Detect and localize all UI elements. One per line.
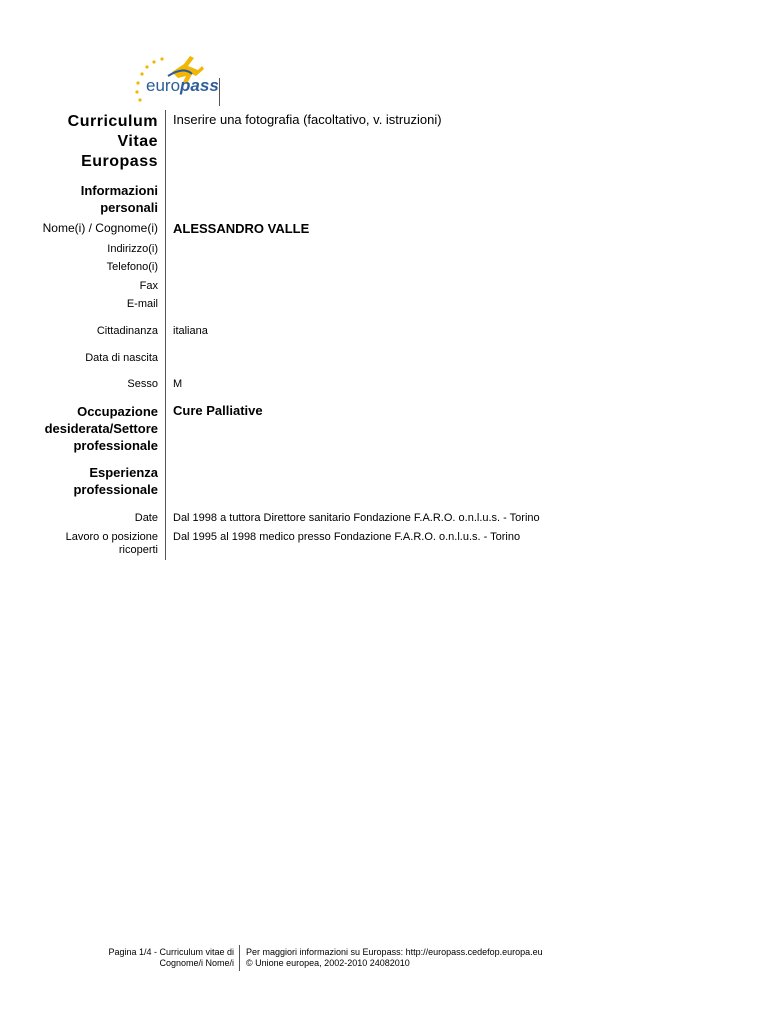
phone-label: Telefono(i) <box>106 261 158 273</box>
dates-label: Date <box>134 512 158 524</box>
citizenship-value: italiana <box>173 325 208 337</box>
personal-info-heading-line2: personali <box>100 200 158 215</box>
logo-rule <box>219 78 220 106</box>
experience-heading-line2: professionale <box>73 482 158 497</box>
experience-heading <box>73 464 158 498</box>
occupation-label-line1: Occupazione <box>77 404 158 419</box>
citizenship-label: Cittadinanza <box>96 325 158 337</box>
job-value: Dal 1995 al 1998 medico presso Fondazione F.A.R.O. o.n.l.u.s. - Torino <box>173 531 521 543</box>
footer-right-line2: © Unione europea, 2002-2010 24082010 <box>246 958 410 968</box>
footer-left-line1: Pagina 1/4 - Curriculum vitae di <box>108 947 234 957</box>
name-label: Nome(i) / Cognome(i) <box>42 221 158 235</box>
job-label-line1: Lavoro o posizione <box>65 531 158 543</box>
personal-info-heading-line1: Informazioni <box>80 183 158 198</box>
birth-date-label: Data di nascita <box>85 352 158 364</box>
europass-logo <box>132 52 224 106</box>
occupation-label-line2: desiderata/Settore <box>44 421 158 436</box>
footer-info <box>246 947 543 969</box>
occupation-label <box>45 403 158 454</box>
photo-note: Inserire una fotografia (facoltativo, v. istruzioni) <box>173 112 442 127</box>
dates-value: Dal 1998 a tuttora Direttore sanitario Fondazione F.A.R.O. o.n.l.u.s. - Torino <box>173 512 540 524</box>
sex-value: M <box>173 378 183 390</box>
cv-title <box>68 112 158 172</box>
name-value: ALESSANDRO VALLE <box>173 221 310 236</box>
footer-left-line2: Cognome/i Nome/i <box>159 958 234 968</box>
experience-heading-line1: Esperienza <box>89 465 158 480</box>
column-divider <box>165 110 166 560</box>
cv-title-line3: Europass <box>81 153 158 170</box>
cv-title-line1: Curriculum <box>67 113 158 130</box>
fax-label: Fax <box>139 280 158 292</box>
footer-divider <box>239 945 240 971</box>
email-label: E-mail <box>126 298 158 310</box>
europass-wordmark: europass <box>146 76 219 95</box>
occupation-label-line3: professionale <box>73 438 158 453</box>
job-label <box>66 531 158 557</box>
sex-label: Sesso <box>127 378 158 390</box>
job-label-line2: ricoperti <box>118 544 158 556</box>
personal-info-heading <box>81 182 158 216</box>
cv-title-line2: Vitae <box>117 133 158 150</box>
occupation-value: Cure Palliative <box>173 403 263 418</box>
footer-right-line1: Per maggiori informazioni su Europass: http://europass.cedefop.europa.eu <box>246 947 543 957</box>
address-label: Indirizzo(i) <box>107 243 158 255</box>
footer-page-info <box>108 947 234 969</box>
